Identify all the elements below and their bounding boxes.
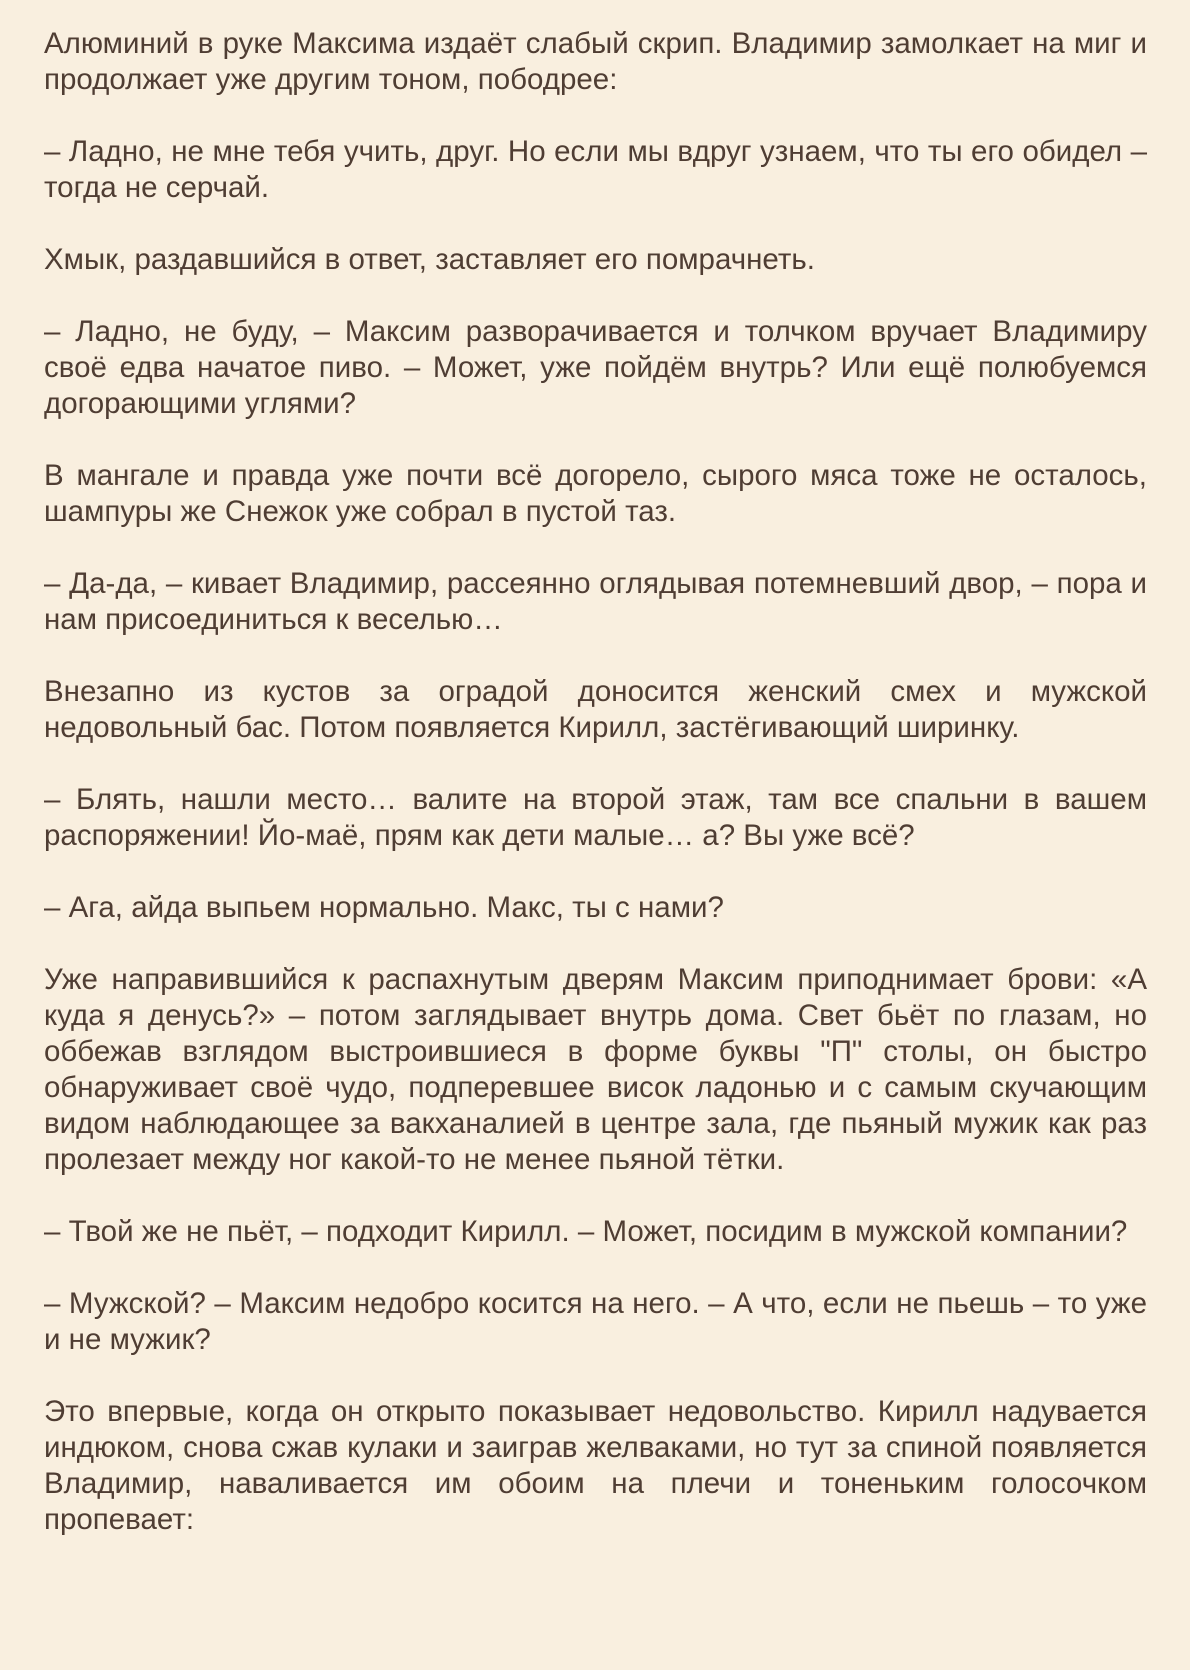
paragraph-3: Хмык, раздавшийся в ответ, заставляет его помрачнеть.	[44, 243, 815, 276]
paragraph-8: – Блять, нашли место… валите на второй этаж, там все спальни в вашем распоряжении! Йо-маё, прям как дети малые… а? Вы уже всё?	[44, 783, 1147, 852]
paragraph-11: – Твой же не пьёт, – подходит Кирилл. – Может, посидим в мужской компании?	[44, 1215, 1128, 1248]
paragraph-9: – Ага, айда выпьем нормально. Макс, ты с нами?	[44, 891, 724, 924]
paragraph-5: В мангале и правда уже почти всё догорело, сырого мяса тоже не осталось, шампуры же Снежок уже собрал в пустой таз.	[44, 459, 1147, 528]
paragraph-7: Внезапно из кустов за оградой доносится женский смех и мужской недовольный бас. Потом появляется Кирилл, застёгивающий ширинку.	[44, 675, 1147, 744]
paragraph-6: – Да-да, – кивает Владимир, рассеянно оглядывая потемневший двор, – пора и нам присоединиться к веселью…	[44, 567, 1147, 636]
paragraph-10: Уже направившийся к распахнутым дверям Максим приподнимает брови: «А куда я денусь?» – потом заглядывает внутрь дома. Свет бьёт по глазам, но оббежав взглядом выстроившиеся в форме буквы "П" столы, он быстро обнаруживает своё чудо, подперевшее висок ладонью и с самым скучающим видом наблюдающее за вакханалией в центре зала, где пьяный мужик как раз пролезает между ног какой-то не менее пьяной тётки.	[44, 963, 1147, 1176]
paragraph-2: – Ладно, не мне тебя учить, друг. Но если мы вдруг узнаем, что ты его обидел – тогда не серчай.	[44, 135, 1147, 204]
paragraph-4: – Ладно, не буду, – Максим разворачивается и толчком вручает Владимиру своё едва начатое пиво. – Может, уже пойдём внутрь? Или ещё полюбуемся догорающими углями?	[44, 315, 1147, 420]
paragraph-1: Алюминий в руке Максима издаёт слабый скрип. Владимир замолкает на миг и продолжает уже другим тоном, пободрее:	[44, 27, 1147, 96]
paragraph-13: Это впервые, когда он открыто показывает недовольство. Кирилл надувается индюком, снова сжав кулаки и заиграв желваками, но тут за спиной появляется Владимир, наваливается им обоим на плечи и тоненьким голосочком пропевает:	[44, 1395, 1147, 1536]
paragraph-12: – Мужской? – Максим недобро косится на него. – А что, если не пьешь – то уже и не мужик?	[44, 1287, 1147, 1356]
